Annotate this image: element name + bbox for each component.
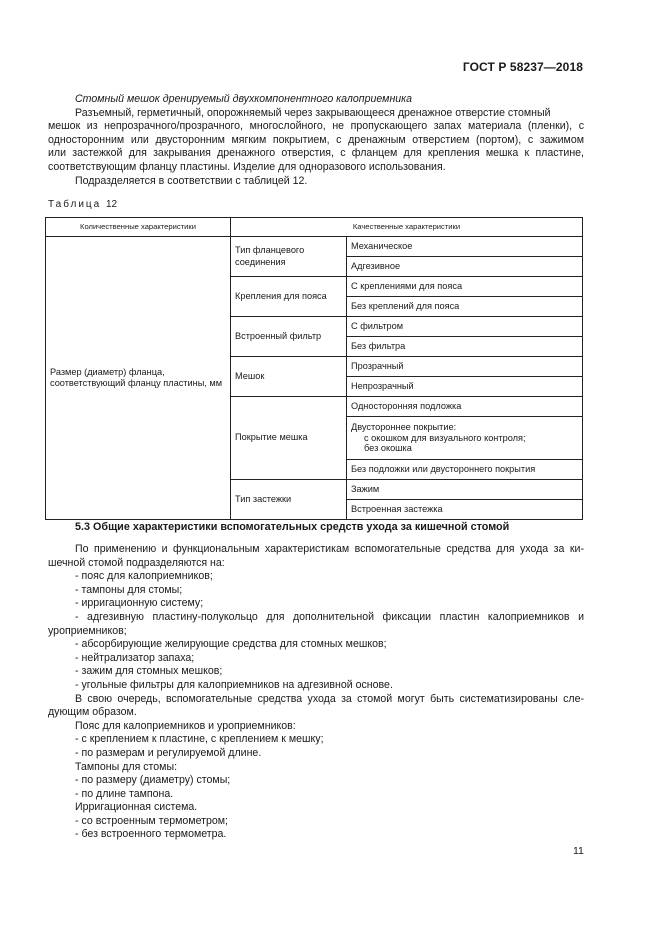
list-item: - без встроенного термометра. (75, 828, 227, 841)
body-line: Тампоны для стомы: (75, 760, 178, 773)
table-cell-quantitative: Размер (диаметр) фланца, соответствующий фланцу пластины, мм (46, 237, 231, 520)
table-value: С фильтром (347, 317, 583, 337)
table-value: Зажим (347, 480, 583, 500)
list-item: - по длине тампона. (75, 787, 174, 800)
list-item: - ирригационную систему; (75, 597, 204, 610)
table-value: Двустороннее покрытие: (351, 422, 457, 433)
intro-line: мешок из непрозрачного/прозрачного, многослойного, не пропускающего запах материала (пленки), с (48, 120, 584, 133)
body-line: Пояс для калоприемников и уроприемников: (75, 719, 296, 732)
intro-line: соответствующим фланцу пластины. Изделие для одноразового использования. (48, 160, 446, 173)
body-line: уроприемников; (48, 624, 127, 637)
list-item: - угольные фильтры для калоприемников на адгезивной основе. (75, 678, 393, 691)
table-value-double-coating (347, 417, 583, 460)
table-12 (45, 217, 583, 520)
body-line: шечной стомой подразделяются на: (48, 556, 225, 569)
table-caption-number: 12 (106, 199, 118, 210)
body-line: дующим образом. (48, 706, 137, 719)
list-item: - пояс для калоприемников; (75, 570, 213, 583)
table-caption-word: Таблица (48, 199, 102, 210)
table-value: Без креплений для пояса (347, 297, 583, 317)
table-value: Непрозрачный (347, 377, 583, 397)
table-group-coating: Покрытие мешка (231, 397, 347, 480)
body-line: По применению и функциональным характеристикам вспомогательные средства для ухода за ки- (75, 543, 584, 555)
table-value: Без подложки или двустороннего покрытия (347, 460, 583, 480)
table-group-flange: Тип фланцевого соединения (231, 237, 347, 277)
table-group-filter: Встроенный фильтр (231, 317, 347, 357)
list-item: - со встроенным термометром; (75, 814, 228, 827)
table-value: Адгезивное (347, 257, 583, 277)
document-code: ГОСТ Р 58237—2018 (462, 60, 583, 74)
table-group-fastener: Тип застежки (231, 480, 347, 520)
table-value: С креплениями для пояса (347, 277, 583, 297)
list-item: - с креплением к пластине, с креплением к мешку; (75, 733, 324, 746)
list-item: - по размерам и регулируемой длине. (75, 746, 262, 759)
table-group-belt: Крепления для пояса (231, 277, 347, 317)
intro-line: или застежкой для закрывания дренажного отверстия, с фланцем для крепления мешка к пластине, (48, 147, 584, 160)
table-value: Прозрачный (347, 357, 583, 377)
table-value: без окошка (364, 443, 412, 454)
section-title: 5.3 Общие характеристики вспомогательных средств ухода за кишечной стомой (75, 521, 510, 533)
table-value: Механическое (347, 237, 583, 257)
table-value: с окошком для визуального контроля; (364, 432, 526, 443)
table-header-qualitative: Качественные характеристики (231, 218, 583, 237)
table-group-bag: Мешок (231, 357, 347, 397)
list-item: - нейтрализатор запаха; (75, 651, 195, 664)
intro-block (48, 93, 584, 188)
page-number: 11 (573, 845, 584, 857)
table-header-quantitative: Количественные характеристики (46, 218, 231, 237)
table-value: Встроенная застежка (347, 500, 583, 520)
table-value: Без фильтра (347, 337, 583, 357)
body-line: В свою очередь, вспомогательные средства ухода за стомой могут быть систематизированы сле- (75, 692, 584, 705)
list-item: - адгезивную пластину-полукольцо для дополнительной фиксации пластин калоприемников и (75, 610, 584, 623)
body-line: Ирригационная система. (75, 801, 198, 814)
intro-line: односторонним или двусторонним мягким покрытием, с дренажным отверстием (портом), с зажимом (48, 133, 584, 146)
list-item: - абсорбирующие желирующие средства для стомных мешков; (75, 638, 387, 651)
intro-line: Разъемный, герметичный, опорожняемый через закрывающееся дренажное отверстие стомный (75, 106, 551, 119)
list-item: - зажим для стомных мешков; (75, 665, 223, 678)
section-body (48, 543, 584, 842)
table-value: Односторонняя подложка (347, 397, 583, 417)
list-item: - тампоны для стомы; (75, 583, 183, 596)
intro-subdivide: Подразделяется в соответствии с таблицей 12. (75, 174, 308, 187)
table-caption (48, 199, 117, 210)
list-item: - по размеру (диаметру) стомы; (75, 774, 231, 787)
intro-title: Стомный мешок дренируемый двухкомпонентного калоприемника (75, 93, 413, 105)
